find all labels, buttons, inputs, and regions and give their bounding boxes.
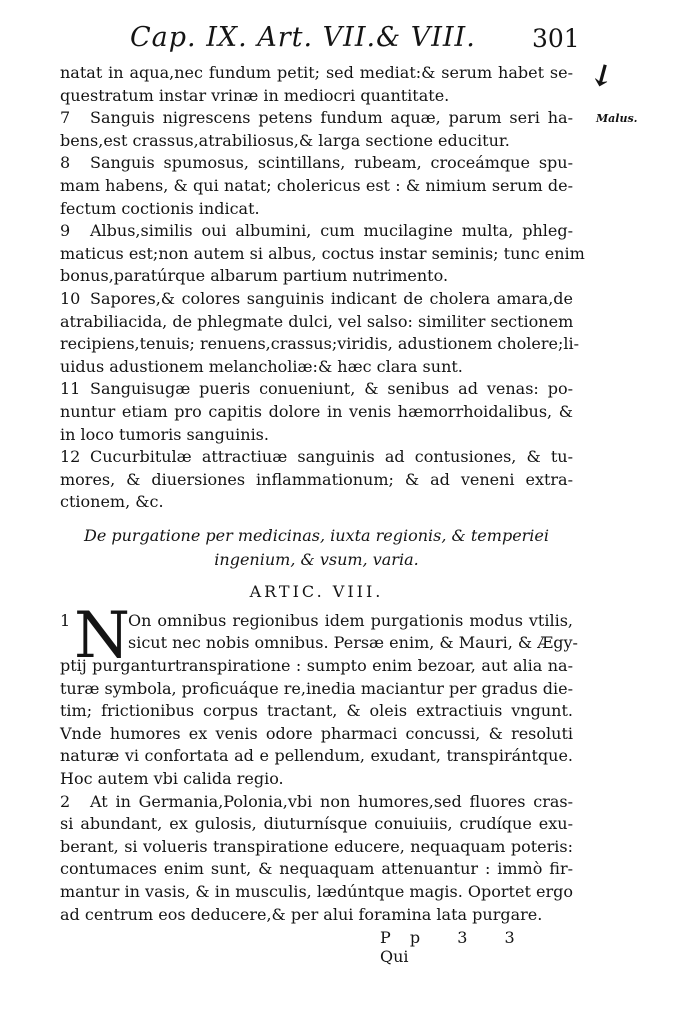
line-text: uidus adustionem melancholiæ:& hæc clara sunt. [60,356,463,376]
page-header [0,22,700,56]
text-line [60,424,573,447]
text-line [60,198,573,221]
line-text: turæ symbola, proficuáque re,inedia maciantur per gradus die- [60,678,573,698]
article-vii-text [60,62,585,514]
line-text: bonus,paratúrque albarum partium nutrimento. [60,266,449,286]
line-text: recipiens,tenuis; renuens,crassus;viridis, adustionem cholere;li- [60,334,580,354]
text-line [60,491,573,514]
running-head: Cap. IX. Art. VII.& VIII. [130,22,476,53]
text-line [60,107,573,130]
text-line [60,469,573,492]
text-line [60,723,573,746]
line-text: Sapores,& colores sanguinis indicant de cholera amara,de [90,288,573,308]
line-text: ctionem, &c. [60,492,164,512]
line-text: Sanguisugæ pueris conueniunt, & senibus ad venas: po- [90,379,573,399]
line-text: berant, si volueris transpiratione educere, nequaquam poteris: [60,836,573,856]
line-text: tim; frictionibus corpus tractant, & oleis extractiuis vngunt. [60,701,573,721]
text-line [60,243,585,266]
line-text: atrabiliacida, de phlegmate dulci, vel salso: similiter sectionem [60,311,574,331]
line-text: naturæ vi confortata ad e pellendum, exudant, transpirántque. [60,746,573,766]
line-text: fectum coctionis indicat. [60,198,260,218]
text-line: sicut nec nobis omnibus. Persæ enim, & Mauri, & Ægy- [128,633,578,653]
text-line [60,311,573,334]
paragraph-2 [60,791,573,927]
line-text: questratum instar vrinæ in mediocri quantitate. [60,85,450,105]
text-line [60,356,573,379]
line-text: ptij purganturtranspiratione : sumpto enim bezoar, aut alia na- [60,656,573,676]
text-line [60,446,573,469]
verse-number: 9 [60,221,71,241]
margin-note: Malus. [596,112,638,125]
line-text: mantur in vasis, & in musculis, lædúntque magis. Oportet ergo [60,882,573,901]
drop-cap: N [74,598,130,673]
paragraph-2-lines [60,791,573,927]
signature-mark: P p [380,928,421,947]
signature-number: 3 [457,928,468,947]
line-text: nuntur etiam pro capitis dolore in venis hæmorrhoidalibus, & [60,401,573,421]
text-line [60,813,573,836]
text-line [60,130,573,153]
signature-number: 3 [504,928,515,947]
text-line [60,836,573,859]
paragraph-1-lines [60,655,573,791]
text-line [60,85,573,108]
line-text: Hoc autem vbi calida regio. [60,769,284,789]
text-line [60,288,573,311]
verse-number: 10 [60,288,81,308]
text-line [60,220,573,243]
text-line [60,265,573,288]
page-number: 301 [532,24,580,53]
line-text: in loco tumoris sanguinis. [60,424,269,444]
catchword: Qui [380,947,409,966]
section-heading-line: De purgatione per medicinas, iuxta regionis, & temperiei [83,525,550,545]
verse-number: 7 [60,108,71,128]
section-heading [60,524,573,572]
line-text: bens,est crassus,atrabiliosus,& larga sectione educitur. [60,130,510,150]
line-text: contumaces enim sunt, & nequaquam attenuantur : immò fir- [60,859,573,879]
text-line [60,655,573,678]
verse-number: 2 [60,791,71,811]
line-text: Cucurbitulæ attractiuæ sanguinis ad contusiones, & tu- [90,447,573,467]
paragraph-number: 1 [60,610,71,630]
text-line [60,881,573,904]
text-line [60,768,573,791]
line-text: ad centrum eos deducere,& per alui foramina lata purgare. [60,904,543,924]
text-line [60,378,573,401]
text-line [60,175,573,198]
line-text: At in Germania,Polonia,vbi non humores,sed fluores cras- [90,791,573,811]
text-line [60,678,573,701]
text-body [60,62,585,926]
ink-mark-icon: ↙ [582,54,623,97]
line-text: natat in aqua,nec fundum petit; sed mediat:& serum habet se- [60,63,573,82]
paragraph-1 [60,598,578,791]
text-line [60,858,573,881]
text-line [60,745,573,768]
text-line [60,904,573,927]
line-text: maticus est;non autem si albus, coctus instar seminis; tunc enim [60,243,585,263]
text-line [60,700,573,723]
catchword-line [380,928,570,966]
line-text: Vnde humores ex venis odore pharmaci concussi, & resoluti [60,723,573,743]
text-line [60,333,580,356]
section-heading-line: ingenium, & vsum, varia. [214,549,419,569]
verse-number: 12 [60,447,81,467]
text-line [60,791,573,814]
verse-number: 11 [60,379,81,399]
text-line: On omnibus regionibus idem purgationis modus vtilis, [128,610,573,630]
line-text: Albus,similis oui albumini, cum mucilagine multa, phleg- [90,221,573,241]
line-text: mores, & diuersiones inflammationum; & ad veneni extra- [60,469,573,489]
text-line [60,401,573,424]
line-text: Sanguis spumosus, scintillans, rubeam, croceámque spu- [90,153,573,173]
verse-number: 8 [60,153,71,173]
line-text: si abundant, ex gulosis, diuturnísque conuiuiis, crudíque exu- [60,814,573,834]
text-line [60,62,573,85]
article-title: ARTIC. VIII. [249,581,384,601]
line-text: Sanguis nigrescens petens fundum aquæ, parum seri ha- [90,108,573,128]
line-text: mam habens, & qui natat; cholericus est : & nimium serum de- [60,175,573,195]
text-line [60,152,573,175]
